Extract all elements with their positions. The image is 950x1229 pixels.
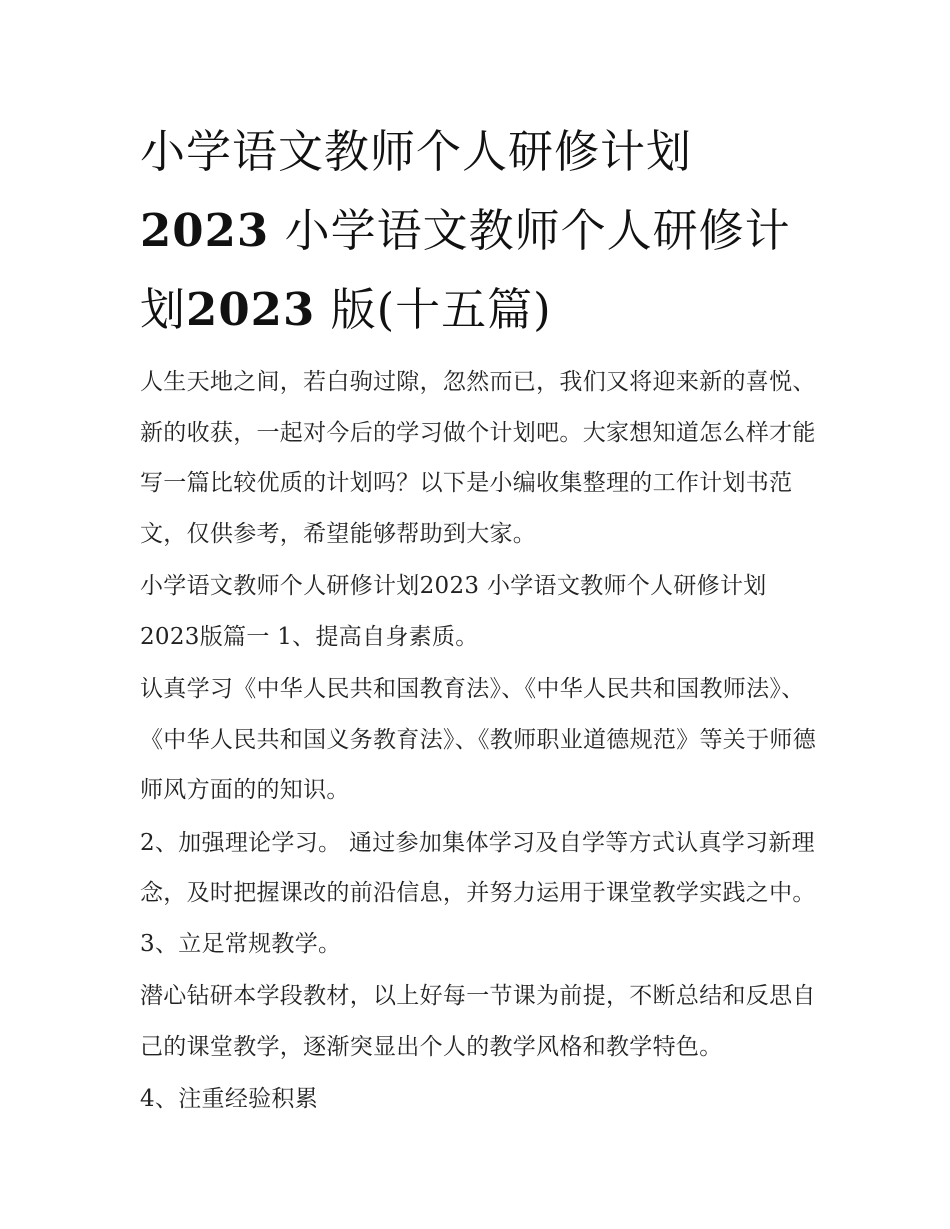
title-part-3: 小学语文教师个人研修计	[284, 204, 791, 257]
title-year-1: 2023	[140, 204, 270, 257]
paragraph-intro: 人生天地之间，若白驹过隙，忽然而已，我们又将迎来新的喜悦、新的收获，一起对今后的学习做个计划吧。大家想知道怎么样才能写一篇比较优质的计划吗？以下是小编收集整理的工作计划书范文，仅供参考，希望能够帮助到大家。	[140, 369, 816, 547]
title-part-4: 划	[140, 283, 187, 336]
title-part-6: 版(十五篇)	[330, 283, 552, 336]
paragraph-section-1: 小学语文教师个人研修计划2023 小学语文教师个人研修计划2023版篇一 1、提高自身素质。	[140, 573, 767, 650]
paragraph-laws: 认真学习《中华人民共和国教育法》、《中华人民共和国教师法》、《中华人民共和国义务教育法》、《教师职业道德规范》等关于师德师风方面的的知识。	[140, 676, 816, 803]
document-title	[140, 112, 820, 349]
paragraph-experience: 4、注重经验积累	[140, 1086, 319, 1112]
title-part-1: 小学语文教师个人研修计划	[140, 125, 693, 178]
document-content	[140, 112, 820, 1125]
title-year-2: 2023	[186, 283, 316, 336]
paragraph-theory: 2、加强理论学习。 通过参加集体学习及自学等方式认真学习新理念，及时把握课改的前沿信息，并努力运用于课堂教学实践之中。 3、立足常规教学。	[140, 829, 816, 957]
paragraph-teaching: 潜心钻研本学段教材，以上好每一节课为前提，不断总结和反思自己的课堂教学，逐渐突显出个人的教学风格和教学特色。	[140, 983, 816, 1060]
